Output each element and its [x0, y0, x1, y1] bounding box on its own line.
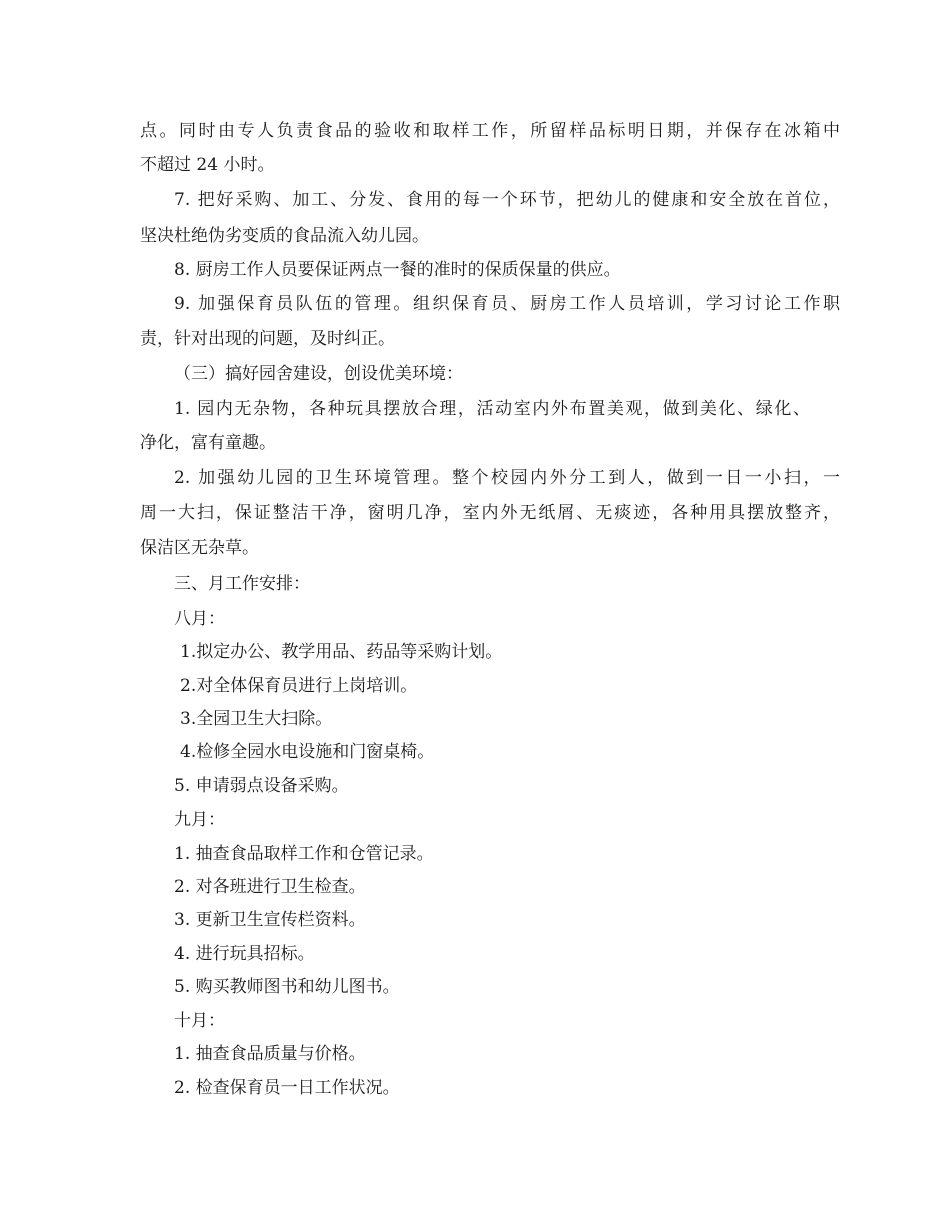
text-line: 9. 加强保育员队伍的管理。组织保育员、厨房工作人员培训，学习讨论工作职: [174, 294, 840, 314]
list-item: 2. 对各班进行卫生检查。: [174, 877, 366, 897]
text-line: 坚决杜绝伪劣变质的食品流入幼儿园。: [140, 226, 429, 246]
text-line: 点。同时由专人负责食品的验收和取样工作，所留样品标明日期，并保存在冰箱中: [140, 121, 840, 141]
list-item: 1. 抽查食品质量与价格。: [174, 1044, 366, 1064]
list-item: 5. 购买教师图书和幼儿图书。: [174, 977, 400, 997]
list-item: 3. 更新卫生宣传栏资料。: [174, 910, 366, 930]
list-item: 4.检修全园水电设施和门窗桌椅。: [180, 742, 435, 762]
month-heading: 十月：: [174, 1011, 225, 1031]
list-item: 1.拟定办公、教学用品、药品等采购计划。: [180, 642, 503, 662]
text-line: 净化，富有童趣。: [140, 433, 276, 453]
text-line: 8. 厨房工作人员要保证两点一餐的准时的保质保量的供应。: [174, 260, 621, 280]
text-line: 不超过 24 小时。: [140, 155, 275, 175]
list-item: 1. 抽查食品取样工作和仓管记录。: [174, 844, 434, 864]
text-line: 周一大扫，保证整洁干净，窗明几净，室内外无纸屑、无痰迹，各种用具摆放整齐，: [140, 503, 840, 523]
month-heading: 九月：: [174, 810, 225, 830]
list-item: 3.全园卫生大扫除。: [180, 709, 333, 729]
section-heading: 三、月工作安排：: [174, 574, 310, 594]
text-line: 2. 加强幼儿园的卫生环境管理。整个校园内外分工到人，做到一日一小扫，一: [174, 468, 840, 488]
list-item: 5. 申请弱点设备采购。: [174, 776, 349, 796]
text-line: 1. 园内无杂物，各种玩具摆放合理，活动室内外布置美观，做到美化、绿化、: [174, 399, 810, 419]
section-heading: （三）搞好园舍建设，创设优美环境：: [174, 364, 463, 384]
text-line: 7. 把好采购、加工、分发、食用的每一个环节，把幼儿的健康和安全放在首位，: [174, 190, 840, 210]
list-item: 2. 检查保育员一日工作状况。: [174, 1078, 400, 1098]
list-item: 2.对全体保育员进行上岗培训。: [180, 676, 418, 696]
list-item: 4. 进行玩具招标。: [174, 944, 315, 964]
text-line: 责，针对出现的问题，及时纠正。: [140, 329, 395, 349]
month-heading: 八月：: [174, 609, 225, 629]
text-line: 保洁区无杂草。: [140, 538, 259, 558]
